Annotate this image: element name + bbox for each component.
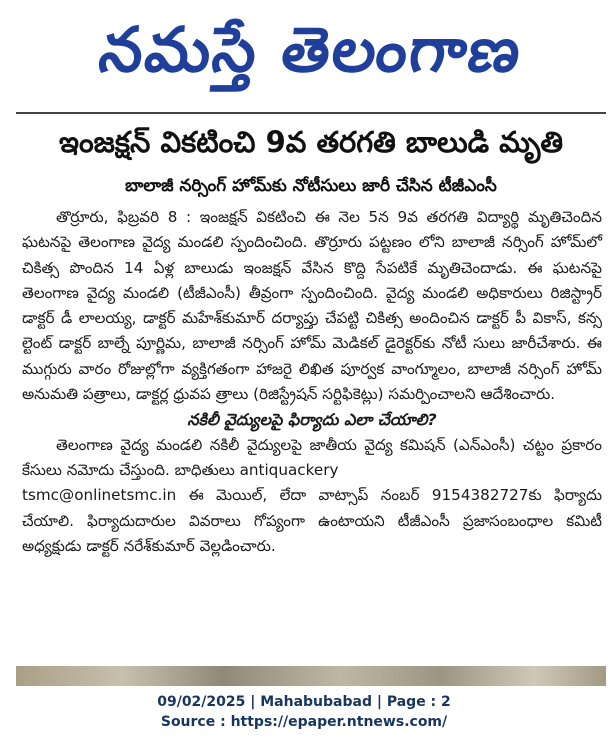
masthead: [16, 0, 606, 100]
edition-info: 09/02/2025 | Mahabubabad | Page : 2: [157, 694, 451, 710]
footer: [0, 692, 608, 732]
newspaper-logo: నమస్తే తెలంగాణ: [94, 13, 528, 86]
newspaper-clipping: [16, 0, 606, 686]
article-headline: ఇంజక్షన్ వికటించి 9వ తరగతి బాలుడి మృతి: [58, 125, 564, 159]
article-paragraph: తొర్రూరు, ఫిబ్రవరి 8 : ఇంజక్షన్ వికటించి ఈ నెల 5న 9వ తరగతి విద్యార్థి మృతిచెందిన ఘటనపై తెలంగాణ వైద్య మండలి స్పందించింది. తొర్రూరు పట్టణం లోని బాలాజీ నర్సింగ్ హోమ్‌లో చికిత్స పొందిన 14 ఏళ్ల బాలుడు ఇంజక్షన్ వేసిన కొద్ది సేపటికే మృతిచెందాడు. ఈ ఘటనపై తెలంగాణ వైద్య మండలి (టీజీఎంసీ) తీవ్రంగా స్పందించింది. వైద్య మండలి అధికారులు రిజిస్ట్రార్ డాక్టర్ డీ లాలయ్య, డాక్టర్ మహేశ్‌కుమార్ దర్యాప్తు చేపట్టి చికిత్స అందించిన డాక్టర్ పీ వికాస్, కన్స ల్టెంట్ డాక్టర్ బాల్నే పూర్ణిమ, బాలాజీ నర్సింగ్ హోమ్ మెడికల్ డైరెక్టర్‌కు నోటీ సులు జారీచేశారు. ఈ ముగ్గురు వారం రోజుల్లోగా వ్యక్తిగతంగా హాజరై లిఖిత పూర్వక వాంగ్మూలం, బాలాజీ నర్సింగ్ హోమ్ అనుమతి పత్రాలు, డాక్టర్ల ధ్రువప త్రాలు (రిజిస్ట్రేషన్ సర్టిఫికెట్లు) సమర్పించాలని ఆదేశించారు.: [22, 208, 602, 404]
cropped-photo: [16, 666, 606, 686]
article-subheadline: బాలాజీ నర్సింగ్ హోమ్‌కు నోటీసులు జారీ చేసిన టీజీఎంసీ: [125, 176, 497, 196]
article-paragraph: tsmc@onlinetsmc.in ఈ మెయిల్, లేదా వాట్సాప్ నంబర్ 9154382727కు ఫిర్యాదు చేయాలి. ఫిర్యాదుదారుల వివరాలు గోప్యంగా ఉంటాయని టీజీఎంసీ ప్రజాసంబంధాల కమిటీ అధ్యక్షుడు డాక్టర్ నరేశ్‌కుమార్ వెల్లడించారు.: [22, 486, 602, 555]
section-heading: నకిలీ వైద్యులపై ఫిర్యాదు ఎలా చేయాలి?: [187, 410, 437, 430]
article-body: [22, 205, 602, 559]
source-link: Source : https://epaper.ntnews.com/: [160, 714, 448, 730]
divider: [16, 112, 606, 114]
article-paragraph: తెలంగాణ వైద్య మండలి నకిలీ వైద్యులపై జాతీయ వైద్య కమిషన్ (ఎన్‌ఎంసీ) చట్టం ప్రకారం కేసులు నమోదు చేస్తుంది. బాధితులు antiquackery: [22, 435, 602, 479]
